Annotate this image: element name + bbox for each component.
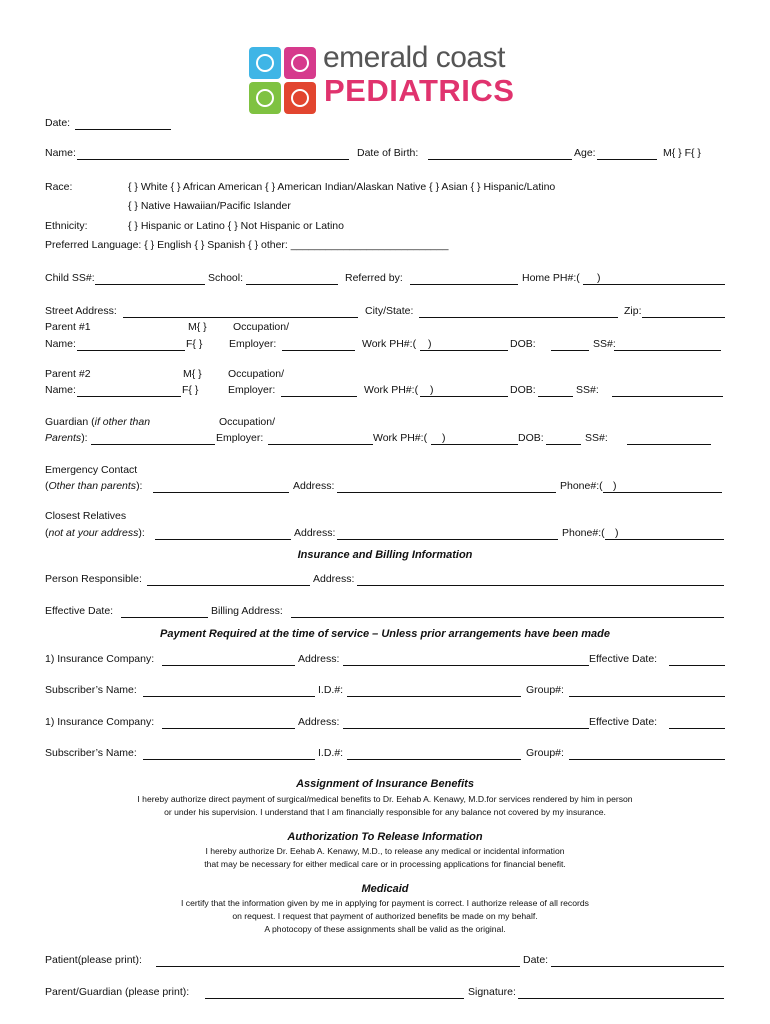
parent2-employer-field[interactable] (281, 384, 357, 397)
emergency-phone-label: Phone#:( (560, 480, 603, 492)
parent2-workph-close: ) (430, 384, 434, 396)
auth-title: Authorization To Release Information (287, 831, 483, 843)
parent1-dob-field[interactable] (551, 338, 589, 351)
guardian-occupation-label: Occupation/ (219, 416, 276, 428)
zip-label: Zip: (624, 305, 642, 317)
logo-text-pediatrics: PEDIATRICS (324, 73, 515, 108)
emergency-address-field[interactable] (337, 480, 556, 493)
preferred-language[interactable]: Preferred Language: { } English { } Spanish { } other: ___________________________ (45, 239, 449, 251)
sub2-label: Subscriber’s Name: (45, 747, 137, 759)
sex-checkboxes[interactable]: M{ } F{ } (663, 147, 701, 159)
sub1-group-label: Group#: (526, 684, 564, 696)
guardian-ss-field[interactable] (627, 432, 711, 445)
closest-phone-field[interactable] (605, 527, 724, 540)
parent2-m[interactable]: M{ } (183, 368, 202, 380)
guardian-label-2: Parents): (45, 432, 88, 444)
assign-title: Assignment of Insurance Benefits (296, 778, 474, 790)
insurance-title: Insurance and Billing Information (297, 549, 473, 561)
parent1-occupation-label: Occupation/ (233, 321, 290, 333)
parent2-ss-label: SS#: (576, 384, 599, 396)
date-label: Date: (45, 117, 71, 129)
ins1-field[interactable] (162, 653, 295, 666)
closest-address-field[interactable] (337, 527, 558, 540)
logo-tile-blue (249, 47, 281, 79)
guardian-dob-field[interactable] (546, 432, 581, 445)
school-field[interactable] (246, 272, 338, 285)
date-field[interactable] (75, 117, 171, 130)
age-label: Age: (574, 147, 596, 159)
school-label: School: (208, 272, 244, 284)
closest-address-label: Address: (294, 527, 336, 539)
effective-label: Effective Date: (45, 605, 114, 617)
parent2-name-label: Name: (45, 384, 76, 396)
parent1-name-field[interactable] (77, 338, 185, 351)
ins2-address-label: Address: (298, 716, 340, 728)
closest-label-2: (not at your address): (45, 527, 145, 539)
bottom-date-label: Date: (523, 954, 549, 966)
home-ph-field[interactable] (583, 272, 725, 285)
parent2-dob-field[interactable] (538, 384, 573, 397)
assign-text-1: I hereby authorize direct payment of surgical/medical benefits to Dr. Eehab A. Kenawy, M.D.for services rendered by him in person (137, 794, 633, 804)
closest-phone-label: Phone#:( (562, 527, 605, 539)
parent1-employer-label: Employer: (229, 338, 277, 350)
parent1-workph-close: ) (428, 338, 432, 350)
ins1-effective-label: Effective Date: (589, 653, 658, 665)
logo-text-emerald: emerald coast (323, 41, 505, 74)
guardian-print-label: Parent/Guardian (please print): (45, 986, 190, 998)
age-field[interactable] (597, 147, 657, 160)
parent1-name-label: Name: (45, 338, 76, 350)
payment-title: Payment Required at the time of service – Unless prior arrangements have been made (160, 628, 610, 640)
dob-label: Date of Birth: (357, 147, 419, 159)
street-label: Street Address: (45, 305, 117, 317)
sub2-id-field[interactable] (347, 747, 521, 760)
medicaid-text-3: A photocopy of these assignments shall be valid as the original. (264, 924, 506, 934)
logo-tile-pink (284, 47, 316, 79)
sub2-group-label: Group#: (526, 747, 564, 759)
parent2-name-field[interactable] (77, 384, 181, 397)
person-resp-address-label: Address: (313, 573, 355, 585)
sub1-id-field[interactable] (347, 684, 521, 697)
parent1-workph-label: Work PH#:( (362, 338, 417, 350)
medicaid-title: Medicaid (361, 883, 409, 895)
home-ph-label: Home PH#:( (522, 272, 580, 284)
person-resp-label: Person Responsible: (45, 573, 142, 585)
parent1-workph-field[interactable] (420, 338, 508, 351)
closest-name-field[interactable] (155, 527, 291, 540)
guardian-print-field[interactable] (205, 986, 464, 999)
home-ph-close: ) (597, 272, 601, 284)
sub2-field[interactable] (143, 747, 315, 760)
guardian-dob-label: DOB: (518, 432, 544, 444)
child-ss-label: Child SS#: (45, 272, 95, 284)
street-field[interactable] (123, 305, 358, 318)
emergency-phone-close: ) (613, 480, 617, 492)
emergency-label-2: (Other than parents): (45, 480, 143, 492)
name-field[interactable] (77, 147, 349, 160)
logo-tile-green (249, 82, 281, 114)
patient-print-field[interactable] (156, 954, 520, 967)
city-field[interactable] (419, 305, 618, 318)
name-label: Name: (45, 147, 76, 159)
emergency-phone-field[interactable] (603, 480, 722, 493)
referred-label: Referred by: (345, 272, 403, 284)
parent2-workph-label: Work PH#:( (364, 384, 419, 396)
parent1-dob-label: DOB: (510, 338, 536, 350)
ins1-address-field[interactable] (343, 653, 589, 666)
ins2-effective-label: Effective Date: (589, 716, 658, 728)
emergency-label: Emergency Contact (45, 464, 138, 476)
parent2-employer-label: Employer: (228, 384, 276, 396)
parent1-m[interactable]: M{ } (188, 321, 207, 333)
parent2-dob-label: DOB: (510, 384, 536, 396)
signature-field[interactable] (518, 986, 724, 999)
guardian-workph-label: Work PH#:( (373, 432, 428, 444)
race-options-1[interactable]: { } White { } African American { } American Indian/Alaskan Native { } Asian { } Hispanic/Latino (128, 181, 556, 193)
parent2-f[interactable]: F{ } (182, 384, 199, 396)
ins1-address-label: Address: (298, 653, 340, 665)
emergency-name-field[interactable] (153, 480, 289, 493)
child-ss-field[interactable] (95, 272, 205, 285)
parent2-occupation-label: Occupation/ (228, 368, 285, 380)
logo-mark (249, 47, 317, 115)
guardian-name-field[interactable] (91, 432, 215, 445)
guardian-workph-close: ) (442, 432, 446, 444)
parent1-ss-label: SS#: (593, 338, 616, 350)
guardian-ss-label: SS#: (585, 432, 608, 444)
bottom-date-field[interactable] (551, 954, 724, 967)
ins2-address-field[interactable] (343, 716, 589, 729)
signature-label: Signature: (468, 986, 516, 998)
city-label: City/State: (365, 305, 414, 317)
auth-text-1: I hereby authorize Dr. Eehab A. Kenawy, M.D., to release any medical or incidental information (205, 846, 565, 856)
sub1-label: Subscriber’s Name: (45, 684, 137, 696)
billing-field[interactable] (291, 605, 724, 618)
medicaid-text-2: on request. I request that payment of authorized benefits be made on my behalf. (232, 911, 538, 921)
ins2-label: 1) Insurance Company: (45, 716, 155, 728)
effective-field[interactable] (121, 605, 208, 618)
parent1-ss-field[interactable] (614, 338, 721, 351)
dob-field[interactable] (428, 147, 572, 160)
sub1-field[interactable] (143, 684, 315, 697)
ethnicity-label: Ethnicity: (45, 220, 88, 232)
guardian-employer-field[interactable] (268, 432, 373, 445)
sub2-id-label: I.D.#: (318, 747, 344, 759)
sub2-group-field[interactable] (569, 747, 725, 760)
auth-text-2: that may be necessary for either medical care or in processing applications for financial benefit. (204, 859, 566, 869)
closest-label: Closest Relatives (45, 510, 127, 522)
parent1-f[interactable]: F{ } (186, 338, 203, 350)
sub1-group-field[interactable] (569, 684, 725, 697)
guardian-label: Guardian (if other than (45, 416, 151, 428)
parent1-label: Parent #1 (45, 321, 91, 333)
ins2-field[interactable] (162, 716, 295, 729)
race-options-2[interactable]: { } Native Hawaiian/Pacific Islander (128, 200, 291, 212)
guardian-employer-label: Employer: (216, 432, 264, 444)
ins2-effective-field[interactable] (669, 716, 725, 729)
sub1-id-label: I.D.#: (318, 684, 344, 696)
logo-tile-red (284, 82, 316, 114)
person-resp-address-field[interactable] (357, 573, 724, 586)
assign-text-2: or under his supervision. I understand that I am financially responsible for any balance not covered by my insurance. (164, 807, 606, 817)
patient-print-label: Patient(please print): (45, 954, 142, 966)
person-resp-field[interactable] (147, 573, 310, 586)
ins1-label: 1) Insurance Company: (45, 653, 155, 665)
parent2-ss-field[interactable] (612, 384, 723, 397)
closest-phone-close: ) (615, 527, 619, 539)
parent2-label: Parent #2 (45, 368, 91, 380)
referred-field[interactable] (410, 272, 518, 285)
ins1-effective-field[interactable] (669, 653, 725, 666)
medicaid-text-1: I certify that the information given by me in applying for payment is correct. I authorize release of all records (181, 898, 589, 908)
zip-field[interactable] (642, 305, 725, 318)
ethnicity-options[interactable]: { } Hispanic or Latino { } Not Hispanic or Latino (128, 220, 344, 232)
billing-label: Billing Address: (211, 605, 283, 617)
emergency-address-label: Address: (293, 480, 335, 492)
race-label: Race: (45, 181, 73, 193)
parent1-employer-field[interactable] (282, 338, 355, 351)
